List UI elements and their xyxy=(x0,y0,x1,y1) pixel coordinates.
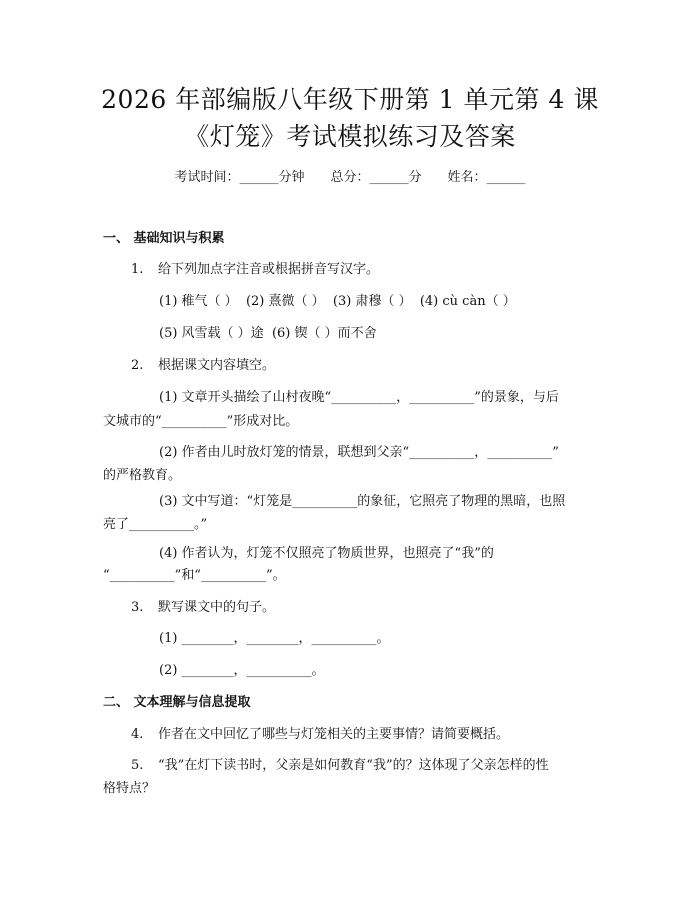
question-number-4: 4. xyxy=(131,727,144,742)
question-number-5: 5. xyxy=(131,758,144,773)
question-2-part-4b: “__________”和“__________”。 xyxy=(103,568,286,583)
question-5-text-a: “我”在灯下读书时，父亲是如何教育“我”的？这体现了父亲怎样的性 xyxy=(158,758,549,773)
question-3-row-2: (2) ________，__________。 xyxy=(159,663,325,678)
question-1-text: 给下列加点字注音或根据拼音写汉字。 xyxy=(158,262,380,277)
question-2-part-2b: 的严格教育。 xyxy=(103,468,182,483)
question-2-part-2a: (2) 作者由儿时放灯笼的情景，联想到父亲“__________，__________” xyxy=(159,445,559,460)
question-1-row-2: (5) 风雪载（ ）途 (6) 锲（ ）而不舍 xyxy=(159,326,377,341)
title-line-1: 2026 年部编版八年级下册第 1 单元第 4 课 xyxy=(101,85,599,114)
question-3-text: 默写课文中的句子。 xyxy=(158,600,276,615)
section-heading-1: 一、 基础知识与积累 xyxy=(103,231,225,246)
question-2-part-3b: 亮了__________。” xyxy=(103,517,208,532)
question-number-3: 3. xyxy=(131,600,144,615)
question-2-text: 根据课文内容填空。 xyxy=(158,358,276,373)
question-2-part-1b: 文城市的“__________”形成对比。 xyxy=(103,414,299,429)
exam-time: 考试时间：______分钟 xyxy=(174,170,305,185)
question-5-text-b: 格特点？ xyxy=(103,781,156,796)
question-number-1: 1. xyxy=(131,262,144,277)
total-score: 总分：______分 xyxy=(330,170,422,185)
title-line-2: 《灯笼》考试模拟练习及答案 xyxy=(184,122,516,151)
student-name: 姓名：______ xyxy=(447,170,526,185)
question-2-part-1a: (1) 文章开头描绘了山村夜晚“__________，__________”的景象，与后 xyxy=(159,390,559,405)
question-number-2: 2. xyxy=(131,358,144,373)
question-2-part-4a: (4) 作者认为，灯笼不仅照亮了物质世界，也照亮了“我”的 xyxy=(159,546,494,561)
question-3-row-1: (1) ________，________，__________。 xyxy=(159,631,390,646)
question-2-part-3a: (3) 文中写道：“灯笼是__________的象征，它照亮了物理的黑暗，也照 xyxy=(159,494,566,509)
section-heading-2: 二、 文本理解与信息提取 xyxy=(103,695,251,710)
exam-meta xyxy=(0,169,700,187)
question-4-text: 作者在文中回忆了哪些与灯笼相关的主要事情？请简要概括。 xyxy=(158,727,510,742)
question-1-row-1: (1) 稚气（ ） (2) 熹微（ ） (3) 肃穆（ ） (4) cù càn（ ） xyxy=(159,294,516,309)
